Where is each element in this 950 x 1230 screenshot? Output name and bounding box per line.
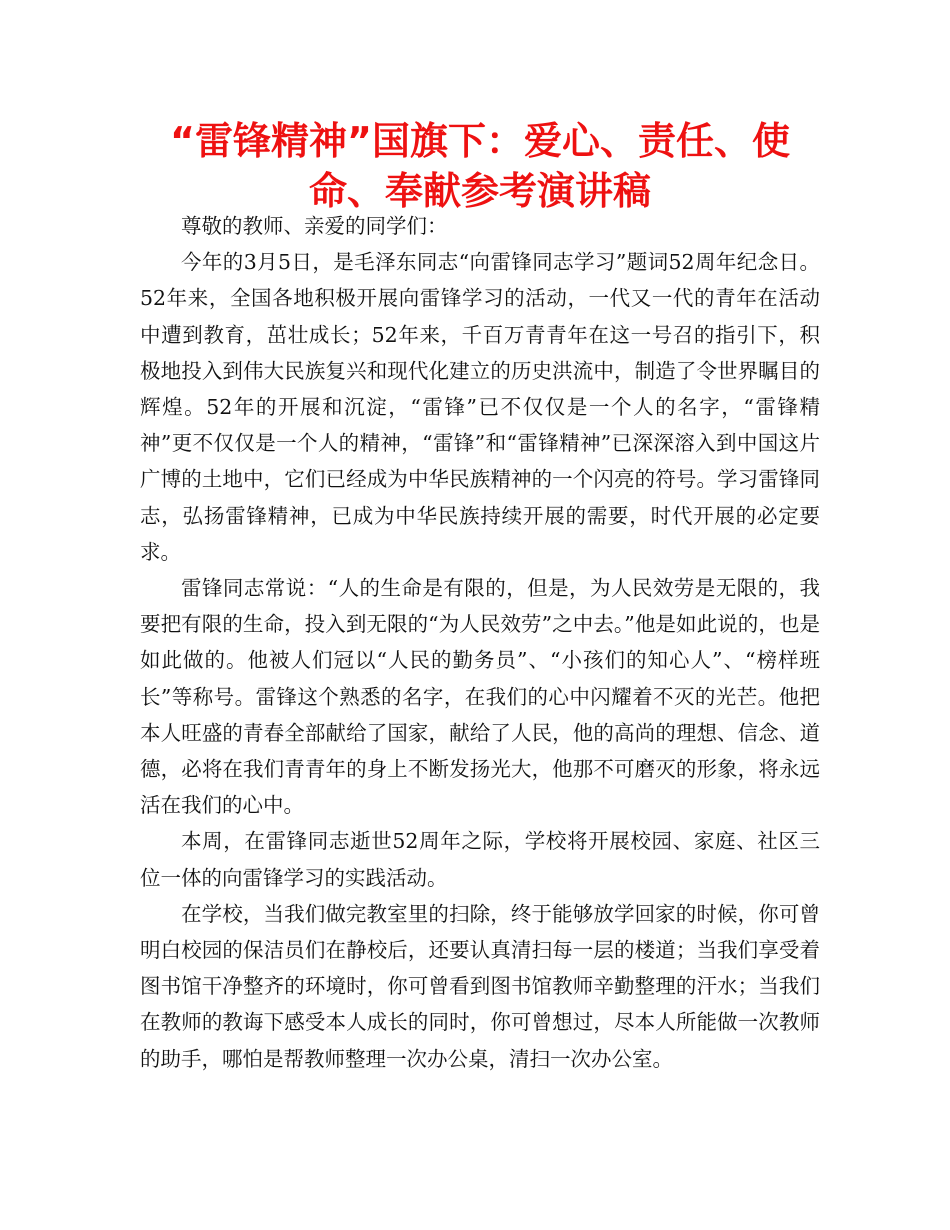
- paragraph-anniversary: 今年的3月5日，是毛泽东同志“向雷锋同志学习”题词52周年纪念日。52年来，全国各地积极开展向雷锋学习的活动，一代又一代的青年在活动中遭到教育，茁壮成长；52年来，千百万青青年在这一号召的指引下，积极地投入到伟大民族复兴和现代化建立的历史洪流中，制造了令世界瞩目的辉煌。52年的开展和沉淀，“雷锋”已不仅仅是一个人的名字，“雷锋精神”更不仅仅是一个人的精神，“雷锋”和“雷锋精神”已深深溶入到中国这片广博的土地中，它们已经成为中华民族精神的一个闪亮的符号。学习雷锋同志，弘扬雷锋精神，已成为中华民族持续开展的需要，时代开展的必定要求。: [140, 250, 820, 564]
- paragraph-at-school: 在学校，当我们做完教室里的扫除，终于能够放学回家的时候，你可曾明白校园的保洁员们在静校后，还要认真清扫每一层的楼道；当我们享受着图书馆干净整齐的环境时，你可曾看到图书馆教师辛勤整理的汗水；当我们在教师的教诲下感受本人成长的同时，你可曾想过，尽本人所能做一次教师的助手，哪怕是帮教师整理一次办公桌，清扫一次办公室。: [140, 901, 820, 1071]
- paragraph-this-week: 本周，在雷锋同志逝世52周年之际，学校将开展校园、家庭、社区三位一体的向雷锋学习的实践活动。: [140, 829, 820, 890]
- document-title: “雷锋精神”国旗下：爱心、责任、使命、奉献参考演讲稿: [170, 119, 790, 213]
- paragraph-lei-feng-quote: 雷锋同志常说：“人的生命是有限的，但是，为人民效劳是无限的，我要把有限的生命，投入到无限的“为人民效劳”之中去。”他是如此说的，也是如此做的。他被人们冠以“人民的勤务员”、“小孩们的知心人”、“榜样班长”等称号。雷锋这个熟悉的名字，在我们的心中闪耀着不灭的光芒。他把本人旺盛的青春全部献给了国家，献给了人民，他的高尚的理想、信念、道德，必将在我们青青年的身上不断发扬光大，他那不可磨灭的形象，将永远活在我们的心中。: [140, 576, 820, 818]
- document-body: [140, 208, 820, 1077]
- paragraph-greeting: 尊敬的教师、亲爱的同学们：: [181, 214, 448, 238]
